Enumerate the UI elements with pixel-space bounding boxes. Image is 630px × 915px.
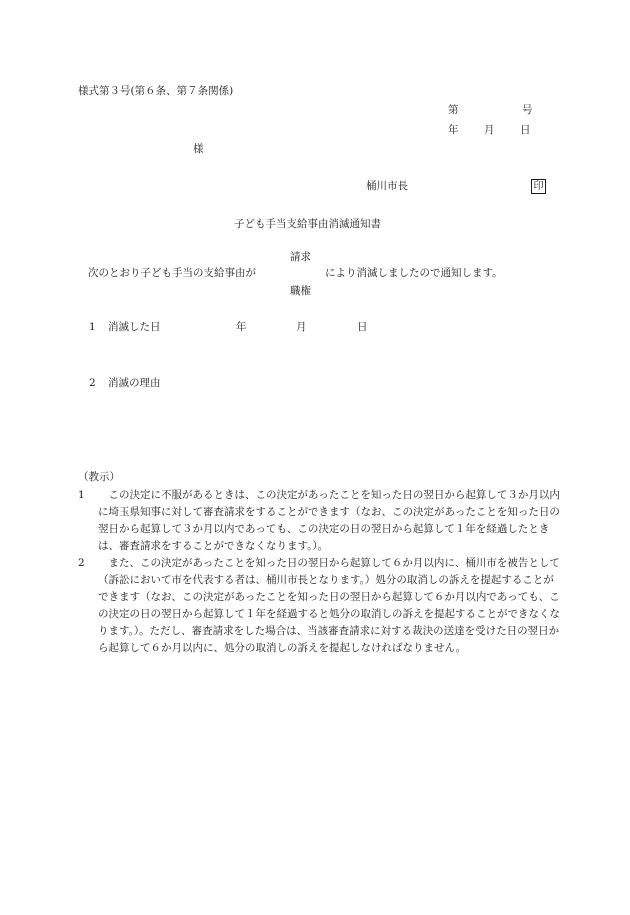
item-1-year: 年 [236, 321, 247, 333]
option-request: 請求 [290, 251, 311, 263]
instruction-note-1-text: この決定に不服があるときは、この決定があったことを知った日の翌日から起算して３か月以内に埼玉県知事に対して審査請求をすることができます（なお、この決定があったことを知った日の翌日から起算して３か月以内であっても、この決定の日の翌日から起算して１年を経過したときは、審査請求をすることができなくなります。）。 [98, 489, 560, 552]
issuer-name: 桶川市長 [366, 180, 408, 192]
item-1-number: 1 [89, 321, 96, 333]
seal-mark: 印 [531, 179, 546, 194]
instruction-note-1 [78, 487, 561, 555]
instruction-note-2-text: また、この決定があったことを知った日の翌日から起算して６か月以内に、桶川市を被告として（訴訟において市を代表する者は、桶川市長となります。）処分の取消しの訴えを提起することができます（なお、この決定があったことを知った日の翌日から起算して６か月以内であっても、この決定の日の翌日から起算して１年を経過すると処分の取消しの訴えを提起することができなくなります。）。ただし、審査請求をした場合は、当該審査請求に対する裁決の送達を受けた日の翌日から起算して６か月以内に、処分の取消しの訴えを提起しなければなりません。 [98, 557, 560, 654]
date-year: 年 [448, 124, 459, 136]
document-number-prefix: 第 [448, 104, 459, 116]
form-label: 様式第３号(第６条、第７条関係) [78, 85, 234, 97]
option-ex-officio: 職権 [290, 285, 311, 297]
body-sentence-before: 次のとおり子ども手当の支給事由が [88, 267, 256, 279]
instructions-notes [78, 487, 561, 657]
item-1-month: 月 [296, 321, 307, 333]
document-title: 子ども手当支給事由消滅通知書 [234, 218, 381, 230]
instructions-heading: （教示） [78, 471, 120, 483]
item-2-label: 消滅の理由 [108, 377, 161, 389]
instruction-note-2-number: 2 [78, 557, 85, 569]
date-month: 月 [484, 124, 495, 136]
instruction-note-2 [78, 555, 561, 657]
instruction-note-1-number: 1 [78, 489, 85, 501]
item-2-number: 2 [89, 377, 96, 389]
addressee-suffix: 様 [193, 143, 204, 155]
item-1-label: 消滅した日 [108, 321, 161, 333]
date-day: 日 [520, 124, 531, 136]
body-sentence-after: により消滅しましたので通知します。 [325, 267, 503, 279]
item-1-day: 日 [357, 321, 368, 333]
document-number-suffix: 号 [522, 104, 533, 116]
